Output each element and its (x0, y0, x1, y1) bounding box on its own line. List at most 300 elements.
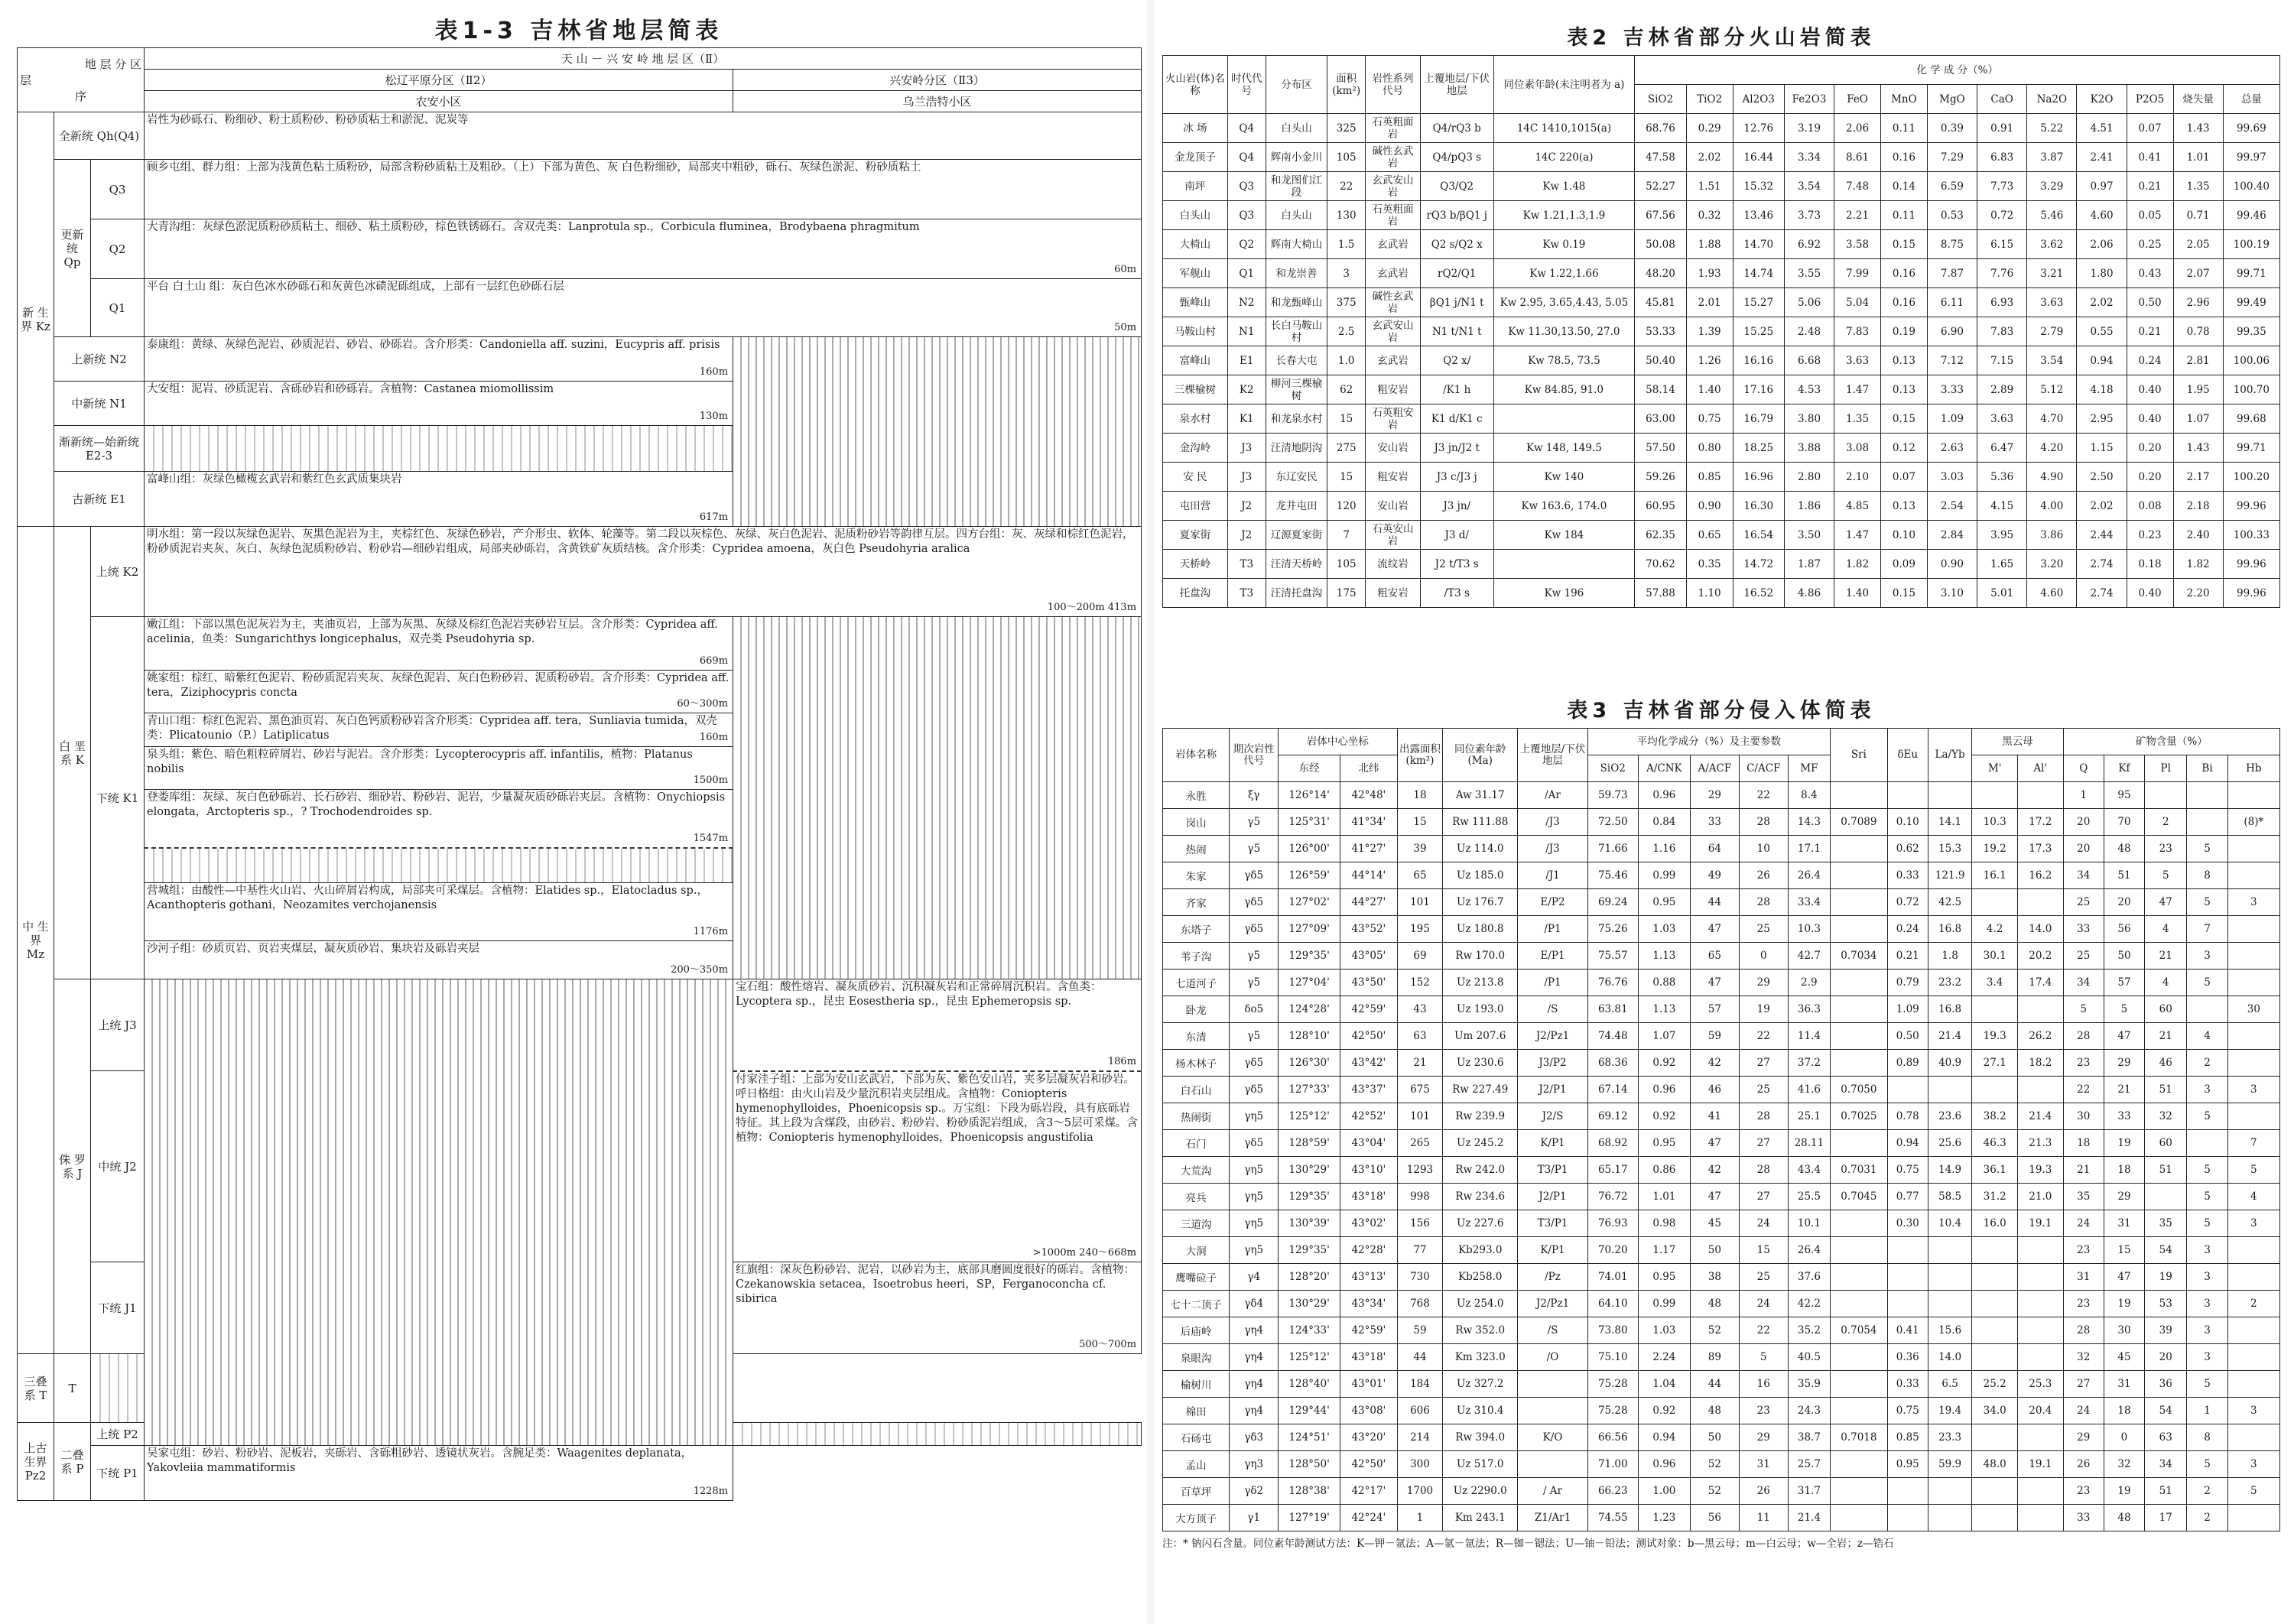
table-cell: 0.90 (1927, 550, 1977, 579)
table-cell: 72.50 (1587, 809, 1638, 836)
table-cell: 4.60 (2077, 201, 2127, 230)
table-cell: 0.91 (1977, 114, 2027, 143)
table-cell: 0.20 (2127, 463, 2173, 492)
volc-chem-header: SiO2 (1635, 85, 1686, 114)
table-cell: 21.4 (1788, 1505, 1830, 1531)
volc-header: 岩性系列代号 (1366, 56, 1421, 114)
table-cell: 2.74 (2077, 550, 2127, 579)
table-cell: 128°20' (1279, 1264, 1340, 1291)
unit-t: T (54, 1354, 91, 1423)
table-cell (2227, 1050, 2279, 1077)
table-cell (1831, 889, 1888, 916)
table-cell: 120 (1327, 492, 1366, 521)
table-cell (1928, 1291, 1972, 1317)
table-cell: 1.82 (1834, 550, 1881, 579)
table-cell: 48 (1690, 1398, 1739, 1424)
table-cell: 0.50 (1887, 1023, 1928, 1050)
table-cell: 125°12' (1279, 1344, 1340, 1371)
strata-desc-q1 (145, 279, 1142, 337)
table-cell: 0.19 (1880, 317, 1927, 346)
table-cell: 16.2 (2017, 862, 2063, 889)
table-cell: 67.56 (1635, 201, 1686, 230)
table-cell: J2 t/T3 s (1420, 550, 1493, 579)
table-cell: 0.95 (1638, 1264, 1690, 1291)
table-cell: 棉田 (1163, 1398, 1230, 1424)
table-row (1163, 916, 2280, 943)
table-cell: 4 (2227, 1184, 2279, 1210)
table-cell: J3/P2 (1518, 1050, 1588, 1077)
table-cell (1972, 889, 2018, 916)
table-row (1163, 1210, 2280, 1237)
table-cell: 4.51 (2077, 114, 2127, 143)
table-cell: 2.96 (2173, 288, 2223, 317)
table-cell (2017, 1291, 2063, 1317)
table-cell: 13.46 (1733, 201, 1784, 230)
table-cell: 25 (1739, 1077, 1788, 1103)
table-cell: 大洞 (1163, 1237, 1230, 1264)
table-cell: 6.90 (1927, 317, 1977, 346)
intr-header: 北纬 (1340, 755, 1398, 782)
table-cell: 28 (2063, 1023, 2104, 1050)
table-cell: Rw 394.0 (1443, 1424, 1518, 1451)
intrusive-table (1162, 728, 2280, 1531)
hatch-missing-n-e (733, 337, 1142, 527)
table-cell: 1.01 (2173, 143, 2223, 172)
table-cell: 1.35 (2173, 172, 2223, 201)
intr-header: 同位素年龄(Ma) (1443, 729, 1518, 782)
unit-n2: 上新统 N2 (54, 337, 145, 382)
table-cell (1831, 916, 1888, 943)
table-cell: 0.85 (1686, 463, 1733, 492)
table-cell: Kw 78.5, 73.5 (1493, 346, 1635, 375)
strata-desc-wujiatun (145, 1446, 733, 1501)
table-cell: 朱家 (1163, 862, 1230, 889)
table-cell: 2.84 (1927, 521, 1977, 550)
table-cell: 0.08 (2127, 492, 2173, 521)
table-cell: 1293 (1397, 1157, 1443, 1184)
table-cell: 2.05 (2173, 230, 2223, 259)
table-cell: 1.80 (2077, 259, 2127, 288)
unit-j1: 下统 J1 (91, 1262, 145, 1354)
table-cell: 3.73 (1784, 201, 1834, 230)
table-cell: 42°59' (1340, 1317, 1398, 1344)
table-cell: 31 (2104, 1210, 2144, 1237)
table-cell: 0.79 (1887, 970, 1928, 996)
table-cell: 5 (2187, 836, 2227, 862)
table-cell: Rw 234.6 (1443, 1184, 1518, 1210)
table-cell: 50.40 (1635, 346, 1686, 375)
table-cell: 0.21 (2127, 172, 2173, 201)
table-cell: 29 (2104, 1050, 2144, 1077)
table-cell: Uz 230.6 (1443, 1050, 1518, 1077)
table-cell: 0.29 (1686, 114, 1733, 143)
table-cell: 128°10' (1279, 1023, 1340, 1050)
table-cell: 126°59' (1279, 862, 1340, 889)
table-cell: 0.16 (1880, 259, 1927, 288)
table-cell: 52 (1690, 1317, 1739, 1344)
table-cell: J2/P1 (1518, 1077, 1588, 1103)
intr-mineral-group-header: 矿物含量（%） (2063, 729, 2279, 755)
table-cell: 3.87 (2027, 143, 2077, 172)
table-cell: 52.27 (1635, 172, 1686, 201)
table-cell (1831, 836, 1888, 862)
table-cell: Q3 (1227, 172, 1266, 201)
table-cell: 0.07 (2127, 114, 2173, 143)
table-cell: Rw 170.0 (1443, 943, 1518, 970)
thickness: 1500m (693, 775, 729, 786)
table-cell: 2.81 (2173, 346, 2223, 375)
volc-header: 时代代号 (1227, 56, 1266, 114)
table-cell: 永胜 (1163, 782, 1230, 809)
table-cell: 3.20 (2027, 550, 2077, 579)
table-cell: 2.44 (2077, 521, 2127, 550)
table-cell: 2 (2145, 809, 2187, 836)
volc-chem-header: FeO (1834, 85, 1881, 114)
table-cell: /Pz (1518, 1264, 1588, 1291)
thickness: 160m (699, 366, 729, 378)
table-cell: 4.53 (1784, 375, 1834, 404)
table-cell: 325 (1327, 114, 1366, 143)
table-cell: 46.3 (1972, 1130, 2018, 1157)
table-cell: 23 (2145, 836, 2187, 862)
table-cell: 74.01 (1587, 1264, 1638, 1291)
table-row (1163, 230, 2280, 259)
table-row (1163, 1264, 2280, 1291)
unit-n1: 中新统 N1 (54, 382, 145, 426)
table-cell: 0.71 (2173, 201, 2223, 230)
table-cell (2187, 809, 2227, 836)
table-cell: T3 (1227, 550, 1266, 579)
table-cell: γδ2 (1230, 1478, 1279, 1505)
table-cell: ξγ (1230, 782, 1279, 809)
table-row (1163, 346, 2280, 375)
table-cell: 3.80 (1784, 404, 1834, 434)
table-cell (2227, 836, 2279, 862)
table-cell: 3 (1327, 259, 1366, 288)
table-cell: 3.88 (1784, 434, 1834, 463)
table-cell: 0.11 (1880, 114, 1927, 143)
table-cell: 34.0 (1972, 1398, 2018, 1424)
table-cell: 1.16 (1638, 836, 1690, 862)
table-row (1163, 463, 2280, 492)
table-cell: 152 (1397, 970, 1443, 996)
table-cell: 14.72 (1733, 550, 1784, 579)
table-cell: 0.53 (1927, 201, 1977, 230)
table-cell: 1.13 (1638, 996, 1690, 1023)
table-cell (2017, 1077, 2063, 1103)
table-cell: 45.81 (1635, 288, 1686, 317)
table-cell: 3 (2227, 1077, 2279, 1103)
table-cell: 62 (1327, 375, 1366, 404)
table-cell: 卧龙 (1163, 996, 1230, 1023)
table-cell: 99.68 (2223, 404, 2279, 434)
table-cell: 3.19 (1784, 114, 1834, 143)
table-cell: 0.7045 (1831, 1184, 1888, 1210)
intr-header: Sri (1831, 729, 1888, 782)
table-cell: 1.26 (1686, 346, 1733, 375)
table-cell (2227, 1264, 2279, 1291)
table-cell: 37.2 (1788, 1050, 1830, 1077)
table-cell: 58.14 (1635, 375, 1686, 404)
table-cell: 5 (2104, 996, 2144, 1023)
table-cell: 2.06 (2077, 230, 2127, 259)
table-cell: 69 (1397, 943, 1443, 970)
table-cell: Uz 254.0 (1443, 1291, 1518, 1317)
table-cell: 10.3 (1788, 916, 1830, 943)
table-row (1163, 1050, 2280, 1077)
table-cell: 48.20 (1635, 259, 1686, 288)
table-cell: 21 (2063, 1157, 2104, 1184)
table-cell: 44°14' (1340, 862, 1398, 889)
table-cell: K/P1 (1518, 1130, 1588, 1157)
table-cell: 4.85 (1834, 492, 1881, 521)
hatch-e23 (145, 426, 733, 472)
table-cell: 3.08 (1834, 434, 1881, 463)
table-cell: 粗安岩 (1366, 579, 1421, 608)
table-cell: 石英粗安岩 (1366, 404, 1421, 434)
table-cell: 36 (2145, 1371, 2187, 1398)
table-cell: 5 (2063, 996, 2104, 1023)
table-cell: 47 (1690, 1130, 1739, 1157)
table-cell: 0.13 (1880, 492, 1927, 521)
strata-desc-e1 (145, 472, 733, 527)
table-cell: 7.83 (1834, 317, 1881, 346)
table-cell: 6.5 (1928, 1371, 1972, 1398)
table-cell: 0.12 (1880, 434, 1927, 463)
table-cell: 2.48 (1784, 317, 1834, 346)
table-cell: 3.33 (1927, 375, 1977, 404)
table-cell: 124°51' (1279, 1424, 1340, 1451)
table-cell: 5 (2187, 1157, 2227, 1184)
table-cell: 30 (2227, 996, 2279, 1023)
table-cell: 苇子沟 (1163, 943, 1230, 970)
table-cell (2227, 1371, 2279, 1398)
strata-desc-hongqi (733, 1262, 1142, 1354)
table-cell: 0.7034 (1831, 943, 1888, 970)
table-cell: γδ5 (1230, 916, 1279, 943)
desc-text: 青山口组：棕红色泥岩、黑色油页岩、灰白色钙质粉砂岩含介形类：Cypridea aff. tera，Sunliavia tumida，双壳类：Plicatounio（P.）Latiplicatus (147, 715, 718, 742)
table-cell: 3 (2187, 1237, 2227, 1264)
table-cell: 5 (1739, 1344, 1788, 1371)
table-cell (1831, 1023, 1888, 1050)
table-cell: 4.15 (1977, 492, 2027, 521)
table-cell: Q2 s/Q2 x (1420, 230, 1493, 259)
table-cell: 124°33' (1279, 1317, 1340, 1344)
table-cell: 57 (2104, 970, 2144, 996)
table-cell: N2 (1227, 288, 1266, 317)
strata-desc-quantou (145, 747, 733, 790)
table-cell: 1.10 (1686, 579, 1733, 608)
table-cell: 11.4 (1788, 1023, 1830, 1050)
table-cell: 48 (2104, 836, 2144, 862)
volc-chem-header: MnO (1880, 85, 1927, 114)
table-cell: 0.94 (1638, 1424, 1690, 1451)
table-cell: 10 (1739, 836, 1788, 862)
table-cell: 1.07 (1638, 1023, 1690, 1050)
table-cell (1887, 1291, 1928, 1317)
table-cell: 50.08 (1635, 230, 1686, 259)
strata-desc-qh: 岩性为砂砾石、粉细砂、粉土质粉砂、粉砂质粘土和淤泥、泥炭等 (145, 112, 1142, 160)
table-cell (2227, 1317, 2279, 1344)
table-cell: 38.7 (1788, 1424, 1830, 1451)
table-cell (2017, 1424, 2063, 1451)
table-cell (2227, 916, 2279, 943)
table-cell: Rw 242.0 (1443, 1157, 1518, 1184)
table-cell: 43°52' (1340, 916, 1398, 943)
table-cell: 29 (1739, 970, 1788, 996)
desc-text: 红旗组：深灰色粉砂岩、泥岩，以砂岩为主，底部具磨圆度很好的砾岩。含植物：Czekanowskia setacea，Isoetrobus heeri，SP，Ferganoconcha cf. sibirica (736, 1264, 1136, 1305)
table-cell: 6.83 (1977, 143, 2027, 172)
table-cell: 128°40' (1279, 1371, 1340, 1398)
table-cell: 3 (2227, 1398, 2279, 1424)
strata-desc-nenjiang (145, 617, 733, 671)
table-cell: 375 (1327, 288, 1366, 317)
table-cell: 0.11 (1880, 201, 1927, 230)
table-cell: 1.07 (2173, 404, 2223, 434)
table-cell: 100.33 (2223, 521, 2279, 550)
unit-qh: 全新统 Qh(Q4) (54, 112, 145, 160)
table-cell: δο5 (1230, 996, 1279, 1023)
table-cell: 1.04 (1638, 1371, 1690, 1398)
table-cell: T3 (1227, 579, 1266, 608)
table-cell: 0.07 (1880, 463, 1927, 492)
unit-q1: Q1 (91, 279, 145, 337)
table-cell: 43 (1397, 996, 1443, 1023)
table-cell: 768 (1397, 1291, 1443, 1317)
table-cell: 129°35' (1279, 1184, 1340, 1210)
table-cell: J3 jn/ (1420, 492, 1493, 521)
table-cell: 22 (1327, 172, 1366, 201)
table-cell (2227, 970, 2279, 996)
table-cell: 44 (1690, 1371, 1739, 1398)
table-cell: 71.66 (1587, 836, 1638, 862)
table-row (1163, 943, 2280, 970)
table-cell: 0.75 (1887, 1157, 1928, 1184)
table-cell: 32 (2145, 1103, 2187, 1130)
table-cell: 40.5 (1788, 1344, 1830, 1371)
table-cell: 23 (2063, 1291, 2104, 1317)
table-cell: 东辽安民 (1266, 463, 1327, 492)
table-cell: Uz 176.7 (1443, 889, 1518, 916)
table-cell: 石砀屯 (1163, 1424, 1230, 1451)
table-cell: 3.63 (2027, 288, 2077, 317)
table-cell: 43°18' (1340, 1184, 1398, 1210)
table-cell (2227, 1505, 2279, 1531)
table-cell: γη5 (1230, 1184, 1279, 1210)
table-cell: 1.95 (2173, 375, 2223, 404)
table-cell: 16.8 (1928, 996, 1972, 1023)
table-row (1163, 862, 2280, 889)
table-cell: 2.74 (2077, 579, 2127, 608)
table-cell (2227, 1237, 2279, 1264)
table-cell: Kw 1.21,1.3,1.9 (1493, 201, 1635, 230)
table-cell: 3 (2187, 1077, 2227, 1103)
table-cell: 53 (2145, 1291, 2187, 1317)
table-cell: 14.0 (1928, 1344, 1972, 1371)
intr-coord-group-header: 岩体中心坐标 (1279, 729, 1397, 755)
table-cell (2017, 1478, 2063, 1505)
table-cell: 16.79 (1733, 404, 1784, 434)
table-cell: 51 (2145, 1157, 2187, 1184)
table-cell: Aw 31.17 (1443, 782, 1518, 809)
table-cell: 玄武岩 (1366, 259, 1421, 288)
table-row (1163, 317, 2280, 346)
table-cell: 60.95 (1635, 492, 1686, 521)
table-cell: 2.89 (1977, 375, 2027, 404)
table-cell: 3.54 (2027, 346, 2077, 375)
table-cell: 0.05 (2127, 201, 2173, 230)
table-cell (1831, 1505, 1888, 1531)
smallregion-2-header: 乌兰浩特小区 (733, 91, 1142, 112)
table-cell: 129°35' (1279, 1237, 1340, 1264)
table-cell: J2/P1 (1518, 1184, 1588, 1210)
volc-chem-header: 总量 (2223, 85, 2279, 114)
table-cell: 5 (2187, 1103, 2227, 1130)
table-cell: 0.7054 (1831, 1317, 1888, 1344)
table-row (1163, 404, 2280, 434)
table-cell: 杨木林子 (1163, 1050, 1230, 1077)
table-cell: 0.95 (1638, 1130, 1690, 1157)
intr-header: δEu (1887, 729, 1928, 782)
table-cell: 2 (2187, 1050, 2227, 1077)
table-cell: Kw 196 (1493, 579, 1635, 608)
table-cell: 43°37' (1340, 1077, 1398, 1103)
unit-j2: 中统 J2 (91, 1071, 145, 1262)
table-cell: 3.34 (1784, 143, 1834, 172)
table-cell: 65 (1690, 943, 1739, 970)
table-cell: 31.7 (1788, 1478, 1830, 1505)
table-cell: 17 (2145, 1505, 2187, 1531)
table-cell: 和龙崇善 (1266, 259, 1327, 288)
table-cell: 5 (2187, 889, 2227, 916)
table-cell: 33 (2104, 1103, 2144, 1130)
thickness: 60～300m (677, 698, 729, 710)
table-cell: 甄峰山 (1163, 288, 1228, 317)
table-cell: 19.3 (1972, 1023, 2018, 1050)
table-row (1163, 782, 2280, 809)
table-cell: 42°48' (1340, 782, 1398, 809)
table-cell: 长春大屯 (1266, 346, 1327, 375)
table-cell: 3 (2187, 1344, 2227, 1371)
table-cell: 20.4 (2017, 1398, 2063, 1424)
table-cell: γη4 (1230, 1398, 1279, 1424)
table-cell: 0.84 (1638, 809, 1690, 836)
table-cell: Kb293.0 (1443, 1237, 1518, 1264)
table-row (1163, 172, 2280, 201)
table-cell: (8)* (2227, 809, 2279, 836)
table-cell: 0.96 (1638, 1077, 1690, 1103)
table-cell: Kw 1.22,1.66 (1493, 259, 1635, 288)
table-cell: 71.00 (1587, 1451, 1638, 1478)
table-cell: 安山岩 (1366, 434, 1421, 463)
table-cell: 70.62 (1635, 550, 1686, 579)
strata-desc-denglouku (145, 790, 733, 848)
strata-table-panel (17, 15, 1141, 1501)
table-cell: /J3 (1518, 836, 1588, 862)
table-cell: 0.75 (1887, 1398, 1928, 1424)
table-cell: 0.40 (2127, 579, 2173, 608)
intr-header: Al' (2017, 755, 2063, 782)
table-cell: 129°35' (1279, 943, 1340, 970)
table-row (1163, 1291, 2280, 1317)
intr-header: 岩体名称 (1163, 729, 1230, 782)
table-cell: 76.93 (1587, 1210, 1638, 1237)
thickness: 1228m (693, 1486, 729, 1497)
table-cell: Q4 (1227, 143, 1266, 172)
table-cell: 0.99 (1638, 1291, 1690, 1317)
table-cell: 42°50' (1340, 1023, 1398, 1050)
table-cell: 0.72 (1977, 201, 2027, 230)
